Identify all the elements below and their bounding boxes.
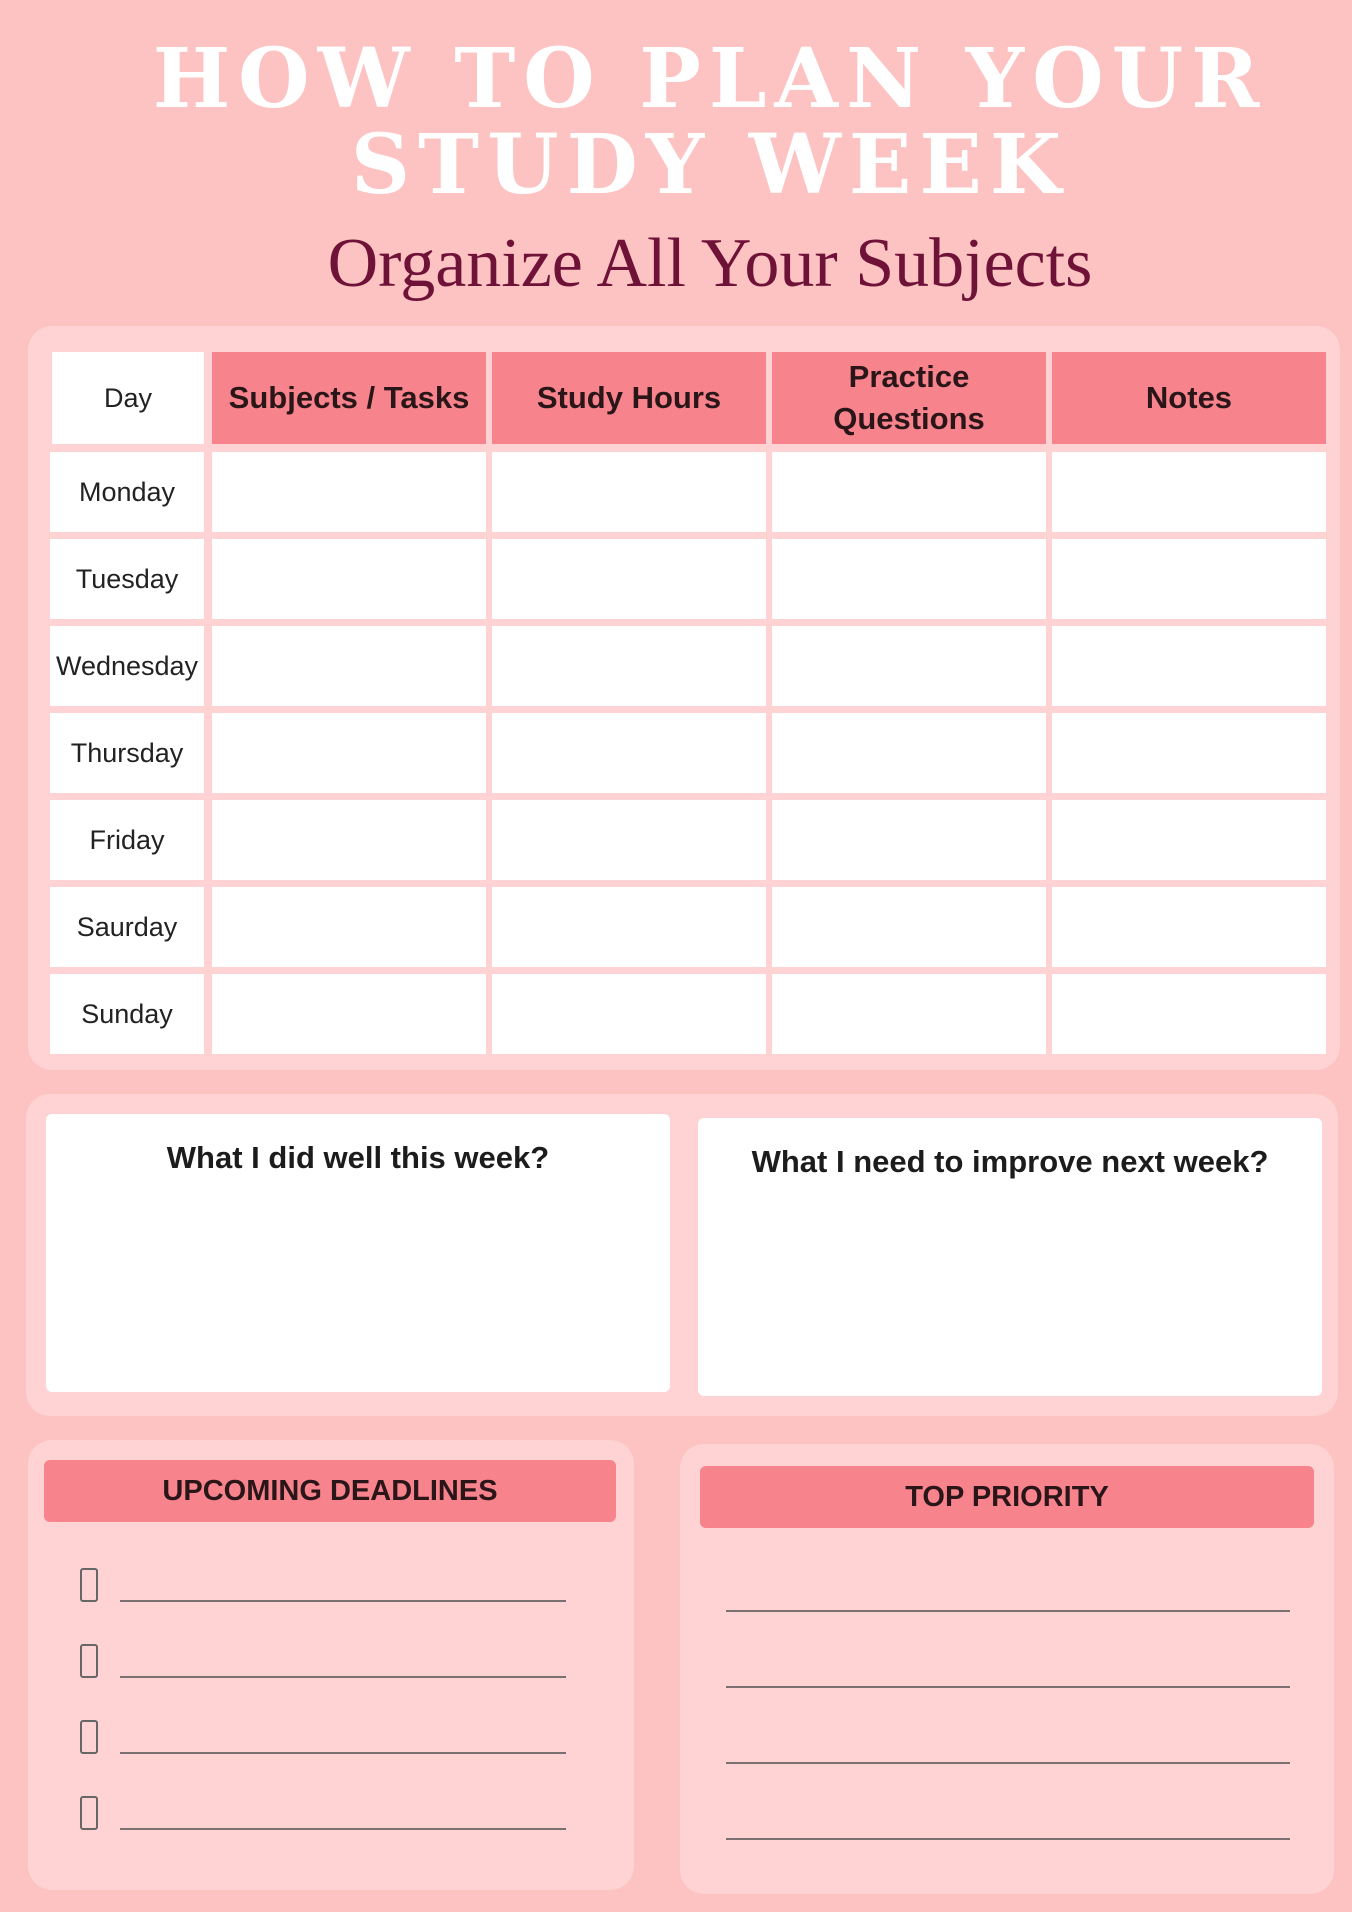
priority-write-line[interactable] <box>726 1838 1290 1840</box>
day-column-header: Day <box>52 352 204 444</box>
day-label: Thursday <box>50 713 204 793</box>
deadlines-panel <box>28 1440 634 1890</box>
planner-cell[interactable] <box>1052 713 1326 793</box>
day-label: Tuesday <box>50 539 204 619</box>
day-label: Saurday <box>50 887 204 967</box>
page-subtitle: Organize All Your Subjects <box>327 225 1093 302</box>
planner-cell[interactable] <box>492 974 766 1054</box>
planner-cell[interactable] <box>492 626 766 706</box>
priority-title: TOP PRIORITY <box>700 1466 1314 1528</box>
planner-cell[interactable] <box>492 713 766 793</box>
deadline-checkbox[interactable] <box>80 1644 98 1678</box>
day-label: Sunday <box>50 974 204 1054</box>
planner-cell[interactable] <box>772 626 1046 706</box>
day-label: Wednesday <box>50 626 204 706</box>
planner-cell[interactable] <box>772 713 1046 793</box>
column-header-3: Practice Questions <box>772 352 1046 444</box>
did-well-box[interactable] <box>46 1114 670 1392</box>
planner-cell[interactable] <box>212 800 486 880</box>
planner-cell[interactable] <box>492 800 766 880</box>
planner-cell[interactable] <box>1052 539 1326 619</box>
deadline-write-line[interactable] <box>120 1600 566 1602</box>
planner-cell[interactable] <box>772 887 1046 967</box>
deadline-write-line[interactable] <box>120 1676 566 1678</box>
planner-cell[interactable] <box>1052 800 1326 880</box>
deadlines-title: UPCOMING DEADLINES <box>44 1460 616 1522</box>
priority-write-line[interactable] <box>726 1762 1290 1764</box>
planner-cell[interactable] <box>212 539 486 619</box>
column-header-2: Study Hours <box>492 352 766 444</box>
planner-cell[interactable] <box>492 887 766 967</box>
deadline-write-line[interactable] <box>120 1752 566 1754</box>
day-label: Monday <box>50 452 204 532</box>
deadline-checkbox[interactable] <box>80 1568 98 1602</box>
did-well-question: What I did well this week? <box>166 1140 550 1175</box>
deadline-write-line[interactable] <box>120 1828 566 1830</box>
planner-cell[interactable] <box>772 452 1046 532</box>
priority-write-line[interactable] <box>726 1686 1290 1688</box>
planner-cell[interactable] <box>212 452 486 532</box>
planner-cell[interactable] <box>772 800 1046 880</box>
planner-cell[interactable] <box>1052 887 1326 967</box>
planner-cell[interactable] <box>1052 626 1326 706</box>
column-header-1: Subjects / Tasks <box>212 352 486 444</box>
planner-panel <box>28 326 1340 1070</box>
title-line-2: STUDY WEEK <box>350 117 1070 213</box>
improve-box[interactable] <box>698 1118 1322 1396</box>
planner-cell[interactable] <box>212 626 486 706</box>
title-line-1: HOW TO PLAN YOUR <box>152 31 1268 127</box>
planner-cell[interactable] <box>772 974 1046 1054</box>
planner-cell[interactable] <box>492 452 766 532</box>
deadline-checkbox[interactable] <box>80 1796 98 1830</box>
planner-cell[interactable] <box>212 713 486 793</box>
planner-cell[interactable] <box>212 887 486 967</box>
planner-cell[interactable] <box>492 539 766 619</box>
priority-write-line[interactable] <box>726 1610 1290 1612</box>
planner-cell[interactable] <box>1052 452 1326 532</box>
planner-cell[interactable] <box>212 974 486 1054</box>
improve-question: What I need to improve next week? <box>751 1144 1269 1179</box>
page-title <box>0 31 1352 213</box>
planner-cell[interactable] <box>772 539 1046 619</box>
column-header-4: Notes <box>1052 352 1326 444</box>
deadline-checkbox[interactable] <box>80 1720 98 1754</box>
priority-panel <box>680 1444 1334 1894</box>
reflection-panel <box>26 1094 1338 1416</box>
planner-cell[interactable] <box>1052 974 1326 1054</box>
day-label: Friday <box>50 800 204 880</box>
